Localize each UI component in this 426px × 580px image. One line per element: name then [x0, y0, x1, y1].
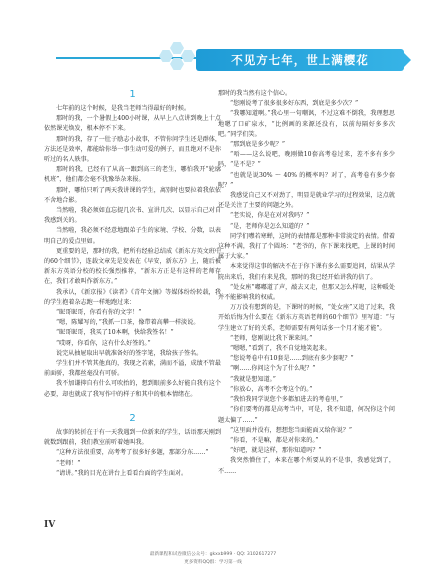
- paragraph: 同学们噤若寒蝉，这时的表情都是那种非常淡定的表情。借着这种不满，我打了个圆场：“老爷的，你下课来找吧，上课的时间属于大家。”: [218, 232, 395, 261]
- paragraph: “老实说，你是在对对我吗？”: [230, 212, 310, 220]
- paragraph: “是，老师你是怎么知道的？”: [230, 222, 310, 230]
- footer-line: 更多资料QQ群：学习第一线: [184, 560, 242, 565]
- paragraph: 说完从抽屉取出早就准备好的签字笔，我给孩子签名。: [56, 349, 203, 357]
- paragraph: 那时的我，存了一肚子励志小故事，不管你问学生还是群体，方法还是效率，都能给你举一事生动可爱的例子，而且绝对不是你听过的名人轶事。: [44, 135, 221, 164]
- paragraph: 我感觉自己又不对劲了，明显是就业学习的过程效果，这点就还是关注了主要的问题之外。: [218, 192, 395, 210]
- left-column: [44, 88, 221, 479]
- paragraph: 本来觉得这事的解决不在于你下课有多么需要追问，结果从学院出来后，我们有来见我，那时的我已经开始讲我的信了。: [218, 263, 395, 281]
- paragraph: “啊……你问这个为了什么呢？”: [230, 365, 316, 373]
- paragraph: “你放心，高考不会考这个的。”: [230, 385, 313, 393]
- paragraph: 那时的我，已经有了从高一跟到高三的老生，哪怕我开“轮廓机班”，他们都会毫不犹豫举杂来报。: [44, 166, 221, 184]
- paragraph: “这里面并没有，想想您当面能面又给你说？”: [230, 426, 353, 434]
- hexagon-decoration: [170, 42, 184, 54]
- page-number: IV: [44, 520, 56, 530]
- paragraph: “您说考卷中有10套是……到底有多少套呢？”: [230, 355, 354, 363]
- footer-line: 最新课程和试卷微信公众号：gkxxb999 · QQ: 3102617277: [149, 552, 277, 557]
- chapter-title-banner: [196, 49, 404, 71]
- paragraph: “嗯，陈耀写的，”我抓一口茶，像带着高攀一样淡说。: [56, 319, 200, 327]
- paragraph: “昵哥昵哥，你看有你的文字！”: [56, 309, 142, 317]
- paragraph: “你看，不是嘛，都是对你来的。”: [230, 436, 319, 444]
- paragraph: 故事的转折在于有一天我遇到一位新来的学生，话语那天刚到就数到跟前，我们教室前听着她叫我。: [44, 428, 221, 447]
- hexagon-decoration: [170, 58, 184, 70]
- paragraph: “你们要考的都是高考当中，可是，我不知道，何况你这个问题太偏了……”: [218, 406, 395, 424]
- right-column: [218, 89, 395, 477]
- paragraph: 七年前的这个时候，是我当老师当得最好的时候。: [56, 105, 191, 112]
- paragraph: 当然啦，我必须如直忘提几次书、宣讲几次、以显示自己对自我感到关的。: [44, 207, 221, 225]
- paragraph: “嗯嗯，”看到了，我不自觉地笑起来。: [230, 345, 331, 353]
- paragraph: 万万没有想到的是，下课时的时候，“处女座”又追了过来，我开始后悔为什么要在《新东方英语老师的60个细节》里写道：“与学生建立了好的关系，老师需要有两句话多一个月才能才能”。: [218, 304, 395, 332]
- paragraph: 我承认，《新京报》《读者》《青年文摘》等媒体纷纷转载，我的学生抱着杂志跑一样地跑过来：: [44, 288, 221, 306]
- paragraph: “老师，您刚说比我下课来问。”: [230, 334, 313, 342]
- paragraph: 我突然懵住了，本来在哪个所要从的不是事，我感觉到了，不……: [218, 457, 395, 475]
- paragraph: 更重要的是，那时的我，把所有经验总结成《新东方英文班中的60个细节》，连载文章先是发表在《早安，新东方》上，随后被新东方英语分校的校长强烈推荐，“新东方正是有这样的老师存在，我们才敢叫作新东方。”: [44, 247, 221, 286]
- paragraph: 当然啦，我必须不经意地跟弟子生的家境、学校、分数，以表明自己的爱点里如。: [44, 227, 221, 245]
- paragraph: “我就是想知道。”: [230, 375, 276, 383]
- right-column-body: [218, 89, 395, 477]
- paragraph: “老师！”: [56, 459, 81, 467]
- section-1-body: [44, 104, 221, 400]
- hexagon-decoration: [181, 50, 195, 62]
- section-number: 1: [129, 89, 136, 100]
- paragraph: 我不加谦抑自有什么可吹抬的，想到眼前多么好能自我有这个必要，却也就成了我写作中的样子和其中的根本情绪在。: [44, 380, 221, 398]
- paragraph: 那时，哪怕只听了两天我讲课的学生，离别时也要拉着我依依不舍地合影。: [44, 186, 221, 204]
- paragraph: “好吧，就是这样，那你知道吗？”: [230, 447, 322, 455]
- chapter-title: 不见方七年，世上满樱花: [231, 53, 369, 67]
- paragraph: “也就是说30% ～ 40% 的概率吗？对了，高考卷有多少套呢？”: [218, 171, 395, 189]
- paragraph: “那到底是多少呢？”: [230, 141, 285, 149]
- paragraph: 那时的我，一个暑假上400小时课，从早上八点讲到晚上十点依然课光焕发，根本停不下来。: [44, 115, 221, 133]
- hexagon-decoration: [159, 50, 173, 62]
- paragraph: “您刚说考了很多很多好东西，到底是多少次？”: [230, 100, 359, 108]
- paragraph: “处女座”嘟嘟道了声，敲去又走，但那又怎么样呢，这种暖处并不能影响我的权威。: [218, 283, 395, 302]
- section-number: 2: [129, 412, 136, 424]
- paragraph: “唔——这么说吧，晚刚做10套高考卷过来，差不多有多少吗，“是不是？”: [218, 151, 395, 169]
- section-2-body: [44, 428, 221, 479]
- paragraph: “我怕我同学说您个多都加进去的考卷里，”: [230, 396, 343, 404]
- paragraph: 那时的我当然有这个信心。: [218, 90, 292, 97]
- paragraph: “请讲。”我的目光在讲台上看看台面的学生面对。: [56, 469, 188, 477]
- paragraph: “昵哥昵哥，我买了10本啊，快给我签名！”: [56, 329, 174, 337]
- paragraph: 学生们并不管其他真的，我现之若素，满而不溢，成绩不管最前面骄，我都丝毫没有可骄。: [44, 360, 221, 378]
- paragraph: “我哪知道啊。”我心里一句嘲讽，不过这难不倒我，我理想思地嗯了口矿泉水，“比例画的来源还没有，以前每隔好多多次吧。”同学们笑。: [218, 110, 395, 138]
- paragraph: “这种方法很重要，高考考了很多好多题，那部分东……”: [56, 449, 209, 457]
- paragraph: “哎呀，你看你，这有什么好签的。”: [56, 339, 151, 347]
